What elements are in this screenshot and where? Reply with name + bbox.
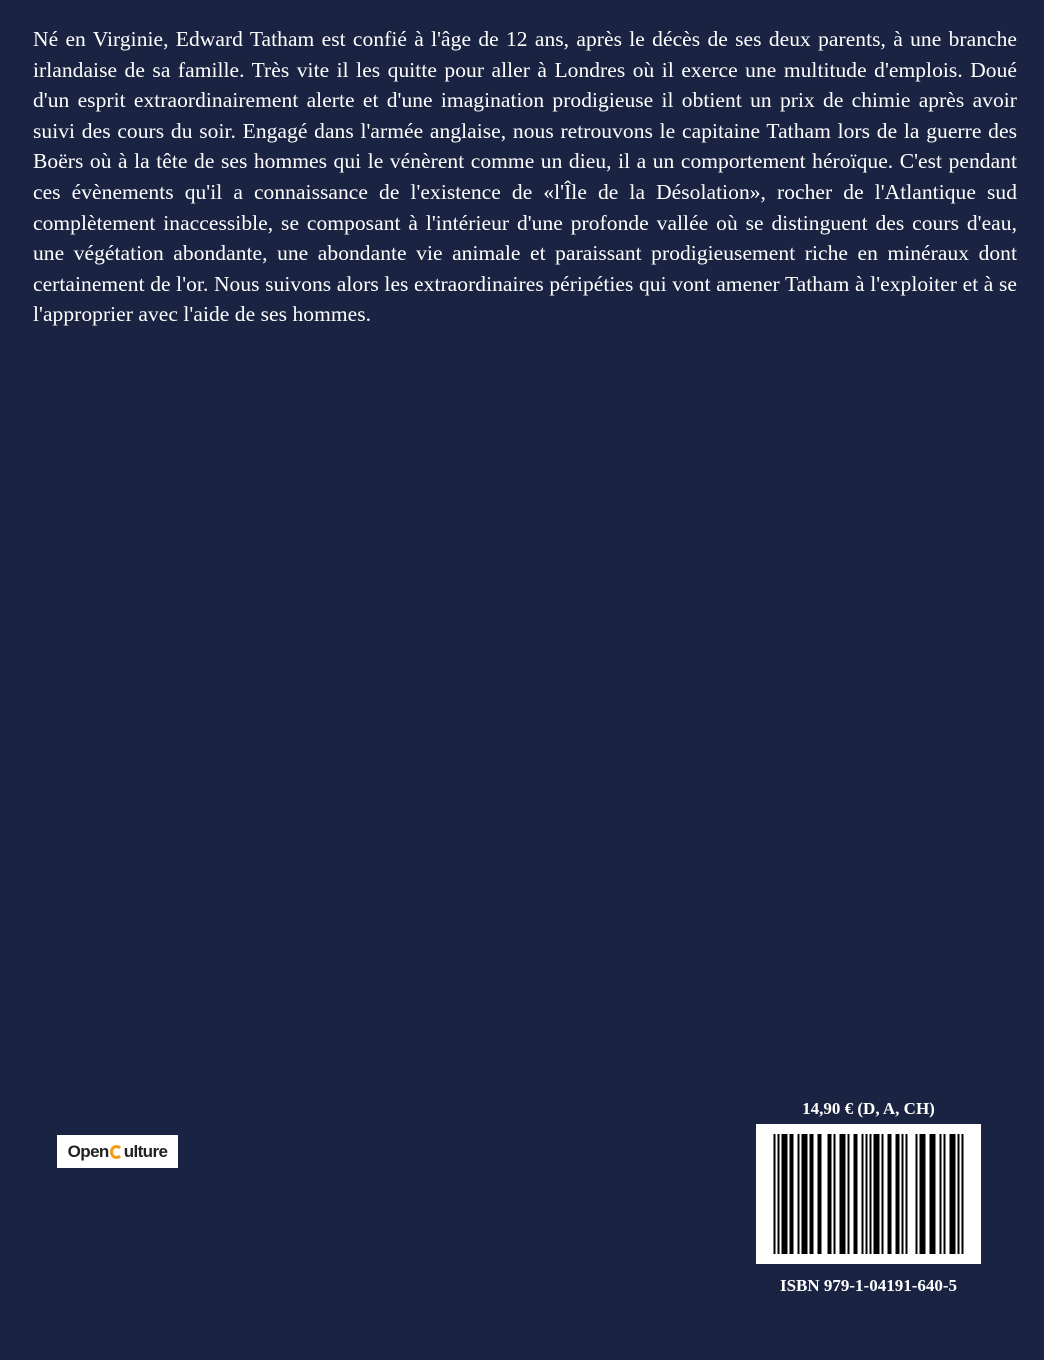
barcode-bar bbox=[896, 1134, 900, 1254]
barcode-bar bbox=[902, 1134, 904, 1254]
barcode-bar bbox=[906, 1134, 908, 1254]
isbn-label: ISBN 979-1-04191-640-5 bbox=[779, 1276, 958, 1295]
barcode-bar bbox=[940, 1134, 942, 1254]
barcode-bar bbox=[818, 1134, 822, 1254]
barcode-bar bbox=[962, 1134, 964, 1254]
barcode-bar bbox=[840, 1134, 846, 1254]
opencultue-logo-mark bbox=[68, 1143, 168, 1160]
barcode-bar bbox=[798, 1134, 800, 1254]
barcode-bar bbox=[944, 1134, 946, 1254]
barcode-bar bbox=[930, 1134, 936, 1254]
barcode-bar bbox=[854, 1134, 858, 1254]
logo-text-ulture: ulture bbox=[123, 1142, 168, 1161]
barcode-bar bbox=[774, 1134, 776, 1254]
barcode-bar bbox=[834, 1134, 836, 1254]
barcode-bar bbox=[810, 1134, 814, 1254]
barcode-bar bbox=[874, 1134, 880, 1254]
barcode-bar bbox=[866, 1134, 868, 1254]
barcode-bar bbox=[920, 1134, 926, 1254]
barcode-bar bbox=[848, 1134, 850, 1254]
barcode-bar bbox=[916, 1134, 918, 1254]
c-letter-icon bbox=[110, 1145, 123, 1159]
price-label: 14,90 € (D, A, CH) bbox=[802, 1099, 935, 1118]
barcode-bar bbox=[882, 1134, 884, 1254]
barcode-bar bbox=[778, 1134, 780, 1254]
barcode-bar bbox=[790, 1134, 794, 1254]
isbn-barcode bbox=[756, 1124, 981, 1264]
book-blurb: Né en Virginie, Edward Tatham est confié à l'âge de 12 ans, après le décès de ses deux parents, à une branche irlandaise de sa famille. Très vite il les quitte pour aller à Londres où il exerce une multitude d'emplois. Doué d'un esprit extraordinairement alerte et d'une imagination prodigieuse il obtient un prix de chimie après avoir suivi des cours du soir. Engagé dans l'armée anglaise, nous retrouvons le capitaine Tatham lors de la guerre des Boërs où à la tête de ses hommes qui le vénèrent comme un dieu, il a un comportement héroïque. C'est pendant ces évènements qu'il a connaissance de l'existence de «l'Île de la Désolation», rocher de l'Atlantique sud complètement inaccessible, se composant à l'intérieur d'une profonde vallée où se distinguent des cours d'eau, une végétation abondante, une abondante vie animale et paraissant prodigieusement riche en minéraux dont certainement de l'or. Nous suivons alors les extraordinaires péripéties qui vont amener Tatham à l'exploiter et à se l'approprier avec l'aide de ses hommes. bbox=[33, 27, 1017, 327]
barcode-bar bbox=[828, 1134, 832, 1254]
barcode-bar bbox=[862, 1134, 864, 1254]
barcode-bar bbox=[958, 1134, 960, 1254]
publisher-logo bbox=[57, 1135, 178, 1168]
barcode-bar bbox=[888, 1134, 892, 1254]
barcode-graphic bbox=[756, 1124, 981, 1264]
barcode-bar bbox=[782, 1134, 788, 1254]
barcode-bar bbox=[870, 1134, 872, 1254]
barcode-bar bbox=[950, 1134, 956, 1254]
logo-text-open: Open bbox=[67, 1142, 109, 1161]
barcode-bar bbox=[802, 1134, 808, 1254]
